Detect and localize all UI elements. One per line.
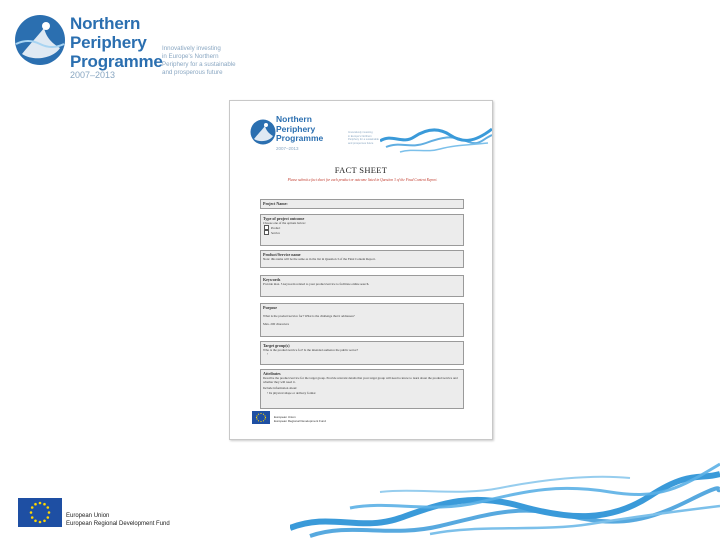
fact-sheet-intro: Please submit a fact sheet for each product or outcome listed in Question 3 of the Final Content Report. [287,178,438,182]
fact-sheet-logo-name: Northern Periphery Programme [276,114,324,143]
npp-logo-name: Northern Periphery Programme [70,14,163,71]
purpose-text: What is the product/service for? What is the challenge that it addresses? [263,314,355,318]
wave-decoration-icon [380,119,492,159]
type-of-outcome-label: Type of project outcome [263,216,305,221]
project-name-label: Project Name: [263,201,288,206]
target-groups-bullet: • [267,352,269,357]
target-groups-text: Who is the product/service for? Is the intended audience the public sector? [263,348,359,352]
eu-logo [18,498,178,532]
type-of-outcome-text: Choose one of the options below: [263,221,306,225]
attributes-text: Describe the product/service for the target group. Provide relevant details that your target group will need to know to learn about the product/service and whether they will need it. [263,376,458,385]
fact-sheet-page [229,100,493,440]
npp-logo-years: 2007–2013 [70,70,116,80]
product-service-name-text: Note: this name will be the same as in the list in Question 3 of the Final Content Report. [263,257,376,261]
project-name-section [260,199,464,209]
option-service[interactable]: Service [261,230,463,235]
keywords-section [260,275,464,297]
type-of-outcome-section [260,214,464,246]
fact-sheet-logo [250,115,390,155]
fact-sheet-logo-years: 2007–2013 [276,146,299,151]
option-product[interactable]: Product [261,225,463,230]
purpose-section [260,303,464,337]
purpose-label: Purpose [263,305,277,310]
attributes-include: Include information about: [263,386,298,391]
product-service-name-section [260,250,464,268]
eu-logo-text: European Union European Regional Development Fund [66,513,170,527]
eu-flag-icon [18,498,62,527]
purpose-limit: Max. 200 characters [263,322,289,327]
attributes-section [260,369,464,409]
keywords-text: Provide max. 5 keywords related to your product/service to facilitate online search. [263,282,370,286]
npp-logo-mark-icon [250,119,276,145]
fact-sheet-title: FACT SHEET [334,165,388,175]
npp-logo-tagline: Innovatively investing in Europe's Northern Periphery for a sustainable and prosperous future [162,45,236,76]
eu-flag-icon [252,411,270,424]
target-groups-label: Target group(s) [263,343,290,348]
product-service-name-label: Product/Service name [263,252,301,257]
fact-sheet-logo-tagline: Innovatively investing in Europe's Northern Periphery for a sustainable and prosperous future [348,131,379,145]
target-groups-section [260,341,464,365]
wave-decoration-icon [290,462,720,540]
npp-logo-mark-icon [14,14,66,66]
npp-logo [14,14,254,84]
attributes-label: Attributes [263,371,281,376]
checkbox-service[interactable] [264,230,269,235]
keywords-label: Keywords [263,277,281,282]
attributes-bullet: • Its physical shape or delivery format [267,390,316,395]
fact-sheet-eu-logo [252,409,352,429]
fact-sheet-eu-text: European Union European Regional Development Fund [274,415,326,423]
